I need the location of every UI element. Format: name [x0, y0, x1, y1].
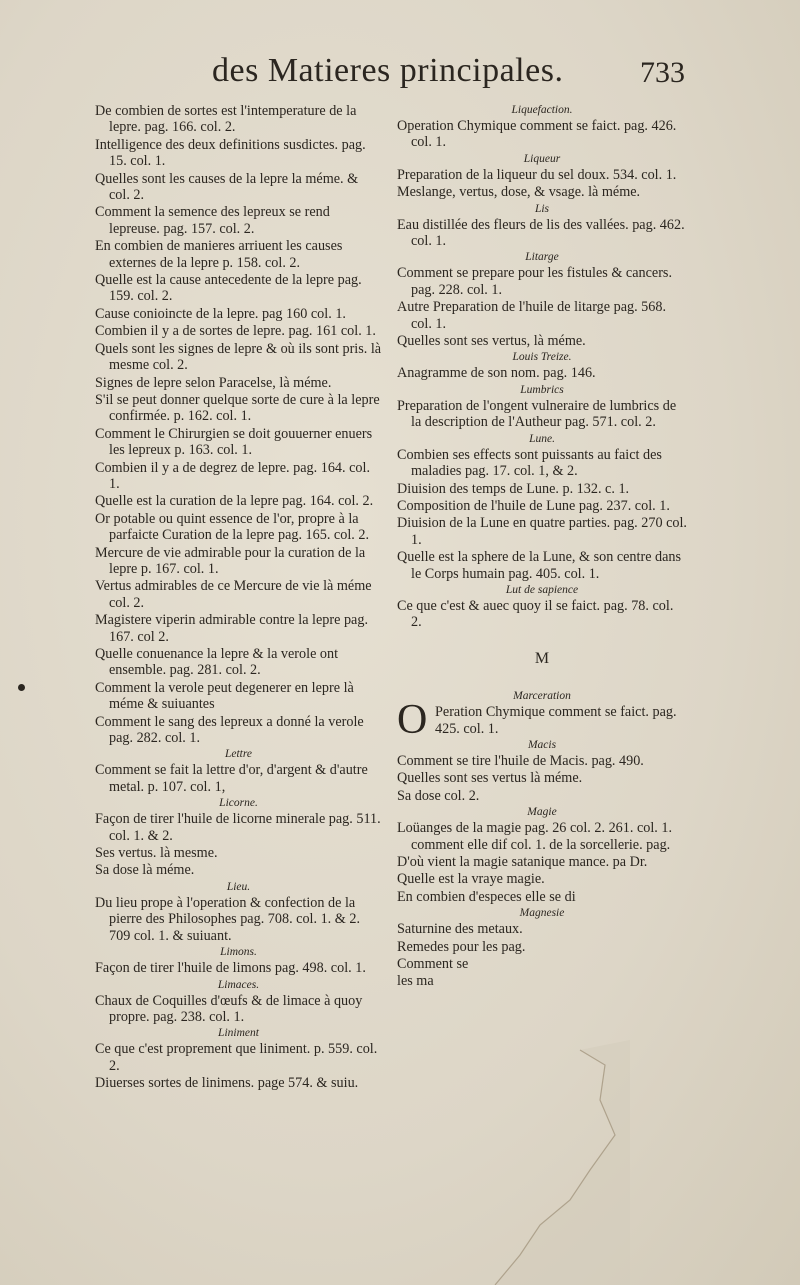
index-entry-text: Quelles sont ses vertus, là méme.	[397, 333, 586, 350]
index-entry-text: Comment la semence des lepreux se rend lepreuse. pag. 157. col. 2.	[95, 204, 330, 237]
section-letter: M	[534, 649, 550, 667]
index-entry-text: Preparation de la liqueur du sel doux. 534. col. 1.	[397, 166, 677, 183]
index-entry-text: Anagramme de son nom. pag. 146.	[397, 365, 596, 382]
index-headword: Lumbrics	[520, 383, 564, 396]
index-entry	[397, 447, 687, 480]
index-entry-text: Ce que c'est & auec quoy il se faict. pag. 78. col. 2.	[397, 597, 674, 631]
index-entry-text: Sa dose là méme.	[95, 862, 195, 879]
index-entry	[95, 762, 382, 795]
index-entry-text: Vertus admirables de ce Mercure de vie là méme col. 2.	[95, 578, 372, 611]
index-headword: Lune.	[529, 432, 555, 445]
index-entry	[95, 375, 382, 391]
index-entry	[397, 889, 687, 905]
index-entry-text: Saturnine des metaux.	[397, 921, 523, 938]
index-entry-text: Du lieu prope à l'operation & confection de la pierre des Philosophes pag. 708. col. 1. & 2. 709 col. 1. & suiuant.	[95, 894, 361, 944]
index-entry	[397, 598, 687, 631]
index-entry-text: Loüanges de la magie pag. 26 col. 2. 261. col. 1. comment elle dif col. 1. de la sorcellerie. pag.	[397, 820, 673, 853]
index-entry-text: En combien de manieres arriuent les causes externes de la lepre p. 158. col. 2.	[95, 238, 343, 271]
index-headword: Marceration	[513, 690, 571, 703]
index-entry-text: Comment se	[397, 956, 469, 973]
index-entry-text: Remedes pour les pag.	[397, 938, 526, 955]
index-headword: Louis Treize.	[512, 351, 572, 364]
index-entry	[397, 299, 687, 332]
index-entry	[397, 921, 687, 937]
index-entry-text: Combien il y a de sortes de lepre. pag. 161 col. 1.	[95, 323, 376, 340]
index-entry	[95, 578, 382, 611]
index-entry-text: Sa dose col. 2.	[397, 787, 480, 804]
drop-cap: O	[397, 697, 428, 744]
index-entry	[397, 770, 687, 786]
index-column-right	[397, 103, 687, 991]
index-entry-text: Intelligence des deux definitions susdictes. pag. 15. col. 1.	[95, 136, 366, 170]
index-entry	[95, 460, 382, 493]
index-entry-text: Façon de tirer l'huile de limons pag. 498. col. 1.	[95, 960, 366, 977]
index-entry	[95, 993, 382, 1026]
index-entry-text: Comment le sang des lepreux a donné la verole pag. 282. col. 1.	[95, 713, 364, 747]
index-headword: Licorne.	[219, 797, 258, 810]
index-entry	[397, 753, 687, 769]
index-entry-text: Comment se prepare pour les fistules & cancers. pag. 228. col. 1.	[397, 265, 672, 298]
index-entry-text: De combien de sortes est l'intemperature de la lepre. pag. 166. col. 2.	[95, 103, 357, 136]
ink-dot-mark	[18, 684, 25, 691]
index-entry	[397, 217, 687, 250]
index-entry	[95, 1075, 382, 1091]
index-entry	[95, 811, 382, 844]
index-entry	[397, 167, 687, 183]
index-entry-text: Or potable ou quint essence de l'or, propre à la parfaicte Curation de la lepre pag. 165. col. 2.	[95, 510, 370, 544]
index-entry	[95, 137, 382, 170]
index-entry-text: En combien d'especes elle se di	[397, 888, 576, 905]
index-headword: Lut de sapience	[505, 583, 579, 596]
index-entry	[397, 956, 687, 972]
index-entry-text: Comment la verole peut degenerer en lepre là méme & suiuantes	[95, 679, 354, 713]
index-entry-text: Meslange, vertus, dose, & vsage. là méme.	[397, 184, 641, 201]
index-entry	[95, 103, 382, 136]
index-entry	[95, 680, 382, 713]
index-entry-text: Combien il y a de degrez de lepre. pag. 164. col. 1.	[95, 459, 370, 492]
index-entry-text: Quelle est la vraye magie.	[397, 871, 545, 888]
index-entry	[397, 820, 687, 853]
index-entry-text: Quelle est la sphere de la Lune, & son centre dans le Corps humain pag. 405. col. 1.	[397, 549, 682, 582]
torn-paper-corner	[400, 1040, 630, 1285]
index-entry	[95, 204, 382, 237]
index-entry-text: S'il se peut donner quelque sorte de cure à la lepre confirmée. p. 162. col. 1.	[95, 391, 380, 425]
index-entry	[397, 265, 687, 298]
index-headword: Lis	[534, 202, 550, 215]
index-entry	[397, 871, 687, 887]
index-entry	[397, 549, 687, 582]
index-headword: Macis	[527, 738, 557, 751]
index-entry-text: Quelle est la curation de la lepre pag. 164. col. 2.	[95, 493, 374, 510]
index-entry-text: Combien ses effects sont puissants au faict des maladies pag. 17. col. 1, & 2.	[397, 446, 662, 480]
index-entry	[397, 973, 687, 989]
index-headword: Liqueur	[523, 152, 561, 165]
index-entry	[95, 306, 382, 322]
index-entry-text: Quelle conuenance la lepre & la verole ont ensemble. pag. 281. col. 2.	[95, 646, 339, 679]
index-entry	[397, 481, 687, 497]
index-entry	[397, 365, 687, 381]
index-entry	[95, 646, 382, 679]
index-entry-text: Autre Preparation de l'huile de litarge pag. 568. col. 1.	[397, 299, 667, 332]
index-entry-text: Diuision des temps de Lune. p. 132. c. 1.	[397, 480, 630, 497]
index-entry	[95, 272, 382, 305]
index-entry-text: Cause conioincte de la lepre. pag 160 col. 1.	[95, 305, 346, 322]
index-entry	[95, 341, 382, 374]
index-entry	[397, 184, 687, 200]
index-entry-text: Signes de lepre selon Paracelse, là méme.	[95, 374, 332, 391]
index-entry-text: Quelles sont ses vertus là méme.	[397, 770, 583, 787]
index-entry	[95, 392, 382, 425]
index-entry	[95, 862, 382, 878]
index-entry-text: Diuerses sortes de linimens. page 574. & suiu.	[95, 1075, 359, 1092]
index-entry-text: Peration Chymique comment se faict. pag. 425. col. 1.	[435, 704, 677, 737]
index-entry-text: Operation Chymique comment se faict. pag. 426. col. 1.	[397, 118, 677, 151]
index-entry-text: Mercure de vie admirable pour la curation de la lepre p. 167. col. 1.	[95, 544, 366, 577]
index-entry-text: Comment le Chirurgien se doit gouuerner enuers les lepreux p. 163. col. 1.	[95, 425, 373, 459]
index-entry	[95, 845, 382, 861]
index-entry-text: les ma	[397, 973, 434, 990]
index-entry	[397, 333, 687, 349]
index-entry-text: Eau distillée des fleurs de lis des vallées. pag. 462. col. 1.	[397, 216, 685, 250]
index-entry	[95, 426, 382, 459]
index-entry-text: Ses vertus. là mesme.	[95, 845, 218, 862]
index-entry	[397, 697, 687, 744]
index-entry-text: Quels sont les signes de lepre & où ils sont pris. là mesme col. 2.	[95, 340, 382, 374]
index-entry	[95, 1041, 382, 1074]
index-entry-text: Comment se fait la lettre d'or, d'argent & d'autre metal. p. 107. col. 1,	[95, 762, 368, 795]
index-entry	[95, 171, 382, 204]
index-headword: Limons.	[220, 946, 257, 959]
index-entry	[397, 788, 687, 804]
index-entry	[397, 118, 687, 151]
index-entry-text: Diuision de la Lune en quatre parties. pag. 270 col. 1.	[397, 515, 687, 548]
index-headword: Lieu.	[226, 880, 251, 893]
index-entry-text: D'où vient la magie satanique mance. pa Dr.	[397, 854, 648, 870]
index-entry	[95, 960, 382, 976]
index-entry-text: Magistere viperin admirable contre la lepre pag. 167. col 2.	[95, 612, 368, 645]
index-entry	[95, 493, 382, 509]
index-headword: Liniment	[218, 1027, 259, 1040]
index-entry	[95, 714, 382, 747]
index-headword: Magnesie	[519, 907, 565, 920]
index-entry	[397, 498, 687, 514]
index-entry	[95, 545, 382, 578]
index-entry-text: Comment se tire l'huile de Macis. pag. 490.	[397, 752, 644, 769]
index-headword: Limaces.	[217, 978, 260, 991]
index-entry	[397, 939, 687, 955]
index-entry	[95, 323, 382, 339]
index-entry-text: Quelle est la cause antecedente de la lepre pag. 159. col. 2.	[95, 272, 362, 305]
index-entry	[397, 515, 687, 548]
index-headword: Litarge	[525, 251, 559, 264]
index-entry	[397, 854, 687, 870]
index-entry-text: Façon de tirer l'huile de licorne minerale pag. 511. col. 1. & 2.	[95, 811, 381, 844]
index-column-left	[95, 103, 382, 1093]
index-entry-text: Chaux de Coquilles d'œufs & de limace à quoy propre. pag. 238. col. 1.	[95, 992, 363, 1025]
index-entry-text: Ce que c'est proprement que liniment. p. 559. col. 2.	[95, 1041, 378, 1074]
index-entry-text: Composition de l'huile de Lune pag. 237. col. 1.	[397, 497, 670, 514]
index-headword: Liquefaction.	[511, 104, 573, 116]
index-entry	[95, 612, 382, 645]
index-entry	[95, 895, 382, 944]
page-header-title: des Matieres principales.	[212, 52, 564, 89]
index-entry	[95, 238, 382, 271]
index-entry-text: Preparation de l'ongent vulneraire de lumbrics de la description de l'Autheur pag. 571. col. 2.	[397, 397, 677, 431]
index-entry-text: Quelles sont les causes de la lepre la méme. & col. 2.	[95, 170, 359, 204]
index-headword: Magie	[527, 806, 557, 819]
index-entry	[397, 398, 687, 431]
index-entry	[95, 511, 382, 544]
page-number: 733	[640, 56, 685, 89]
index-headword: Lettre	[224, 748, 253, 761]
